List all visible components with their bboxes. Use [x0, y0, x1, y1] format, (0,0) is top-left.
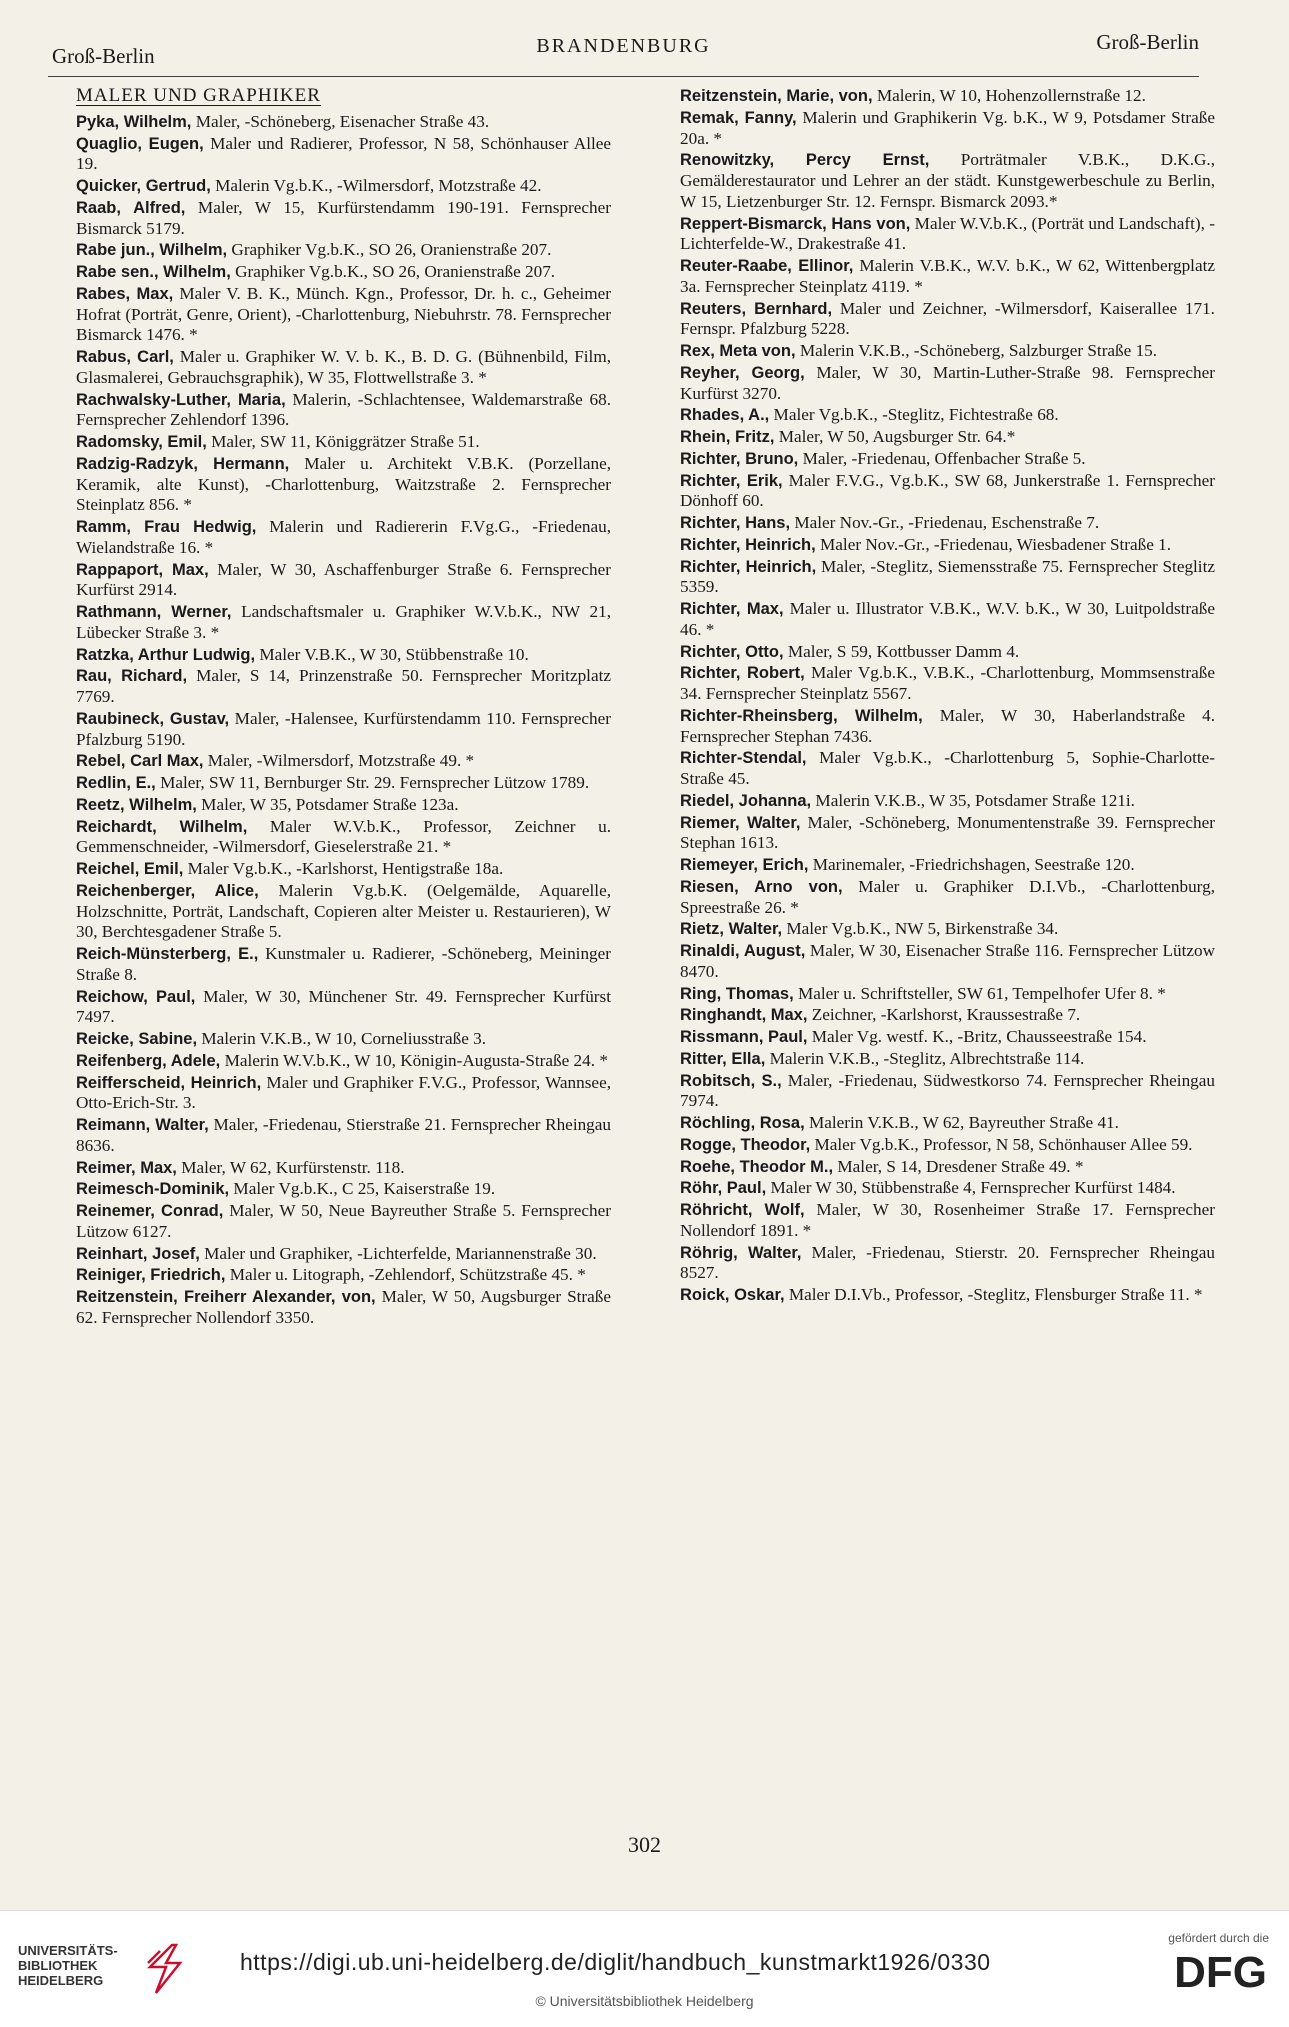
entry-name: Richter, Heinrich,	[680, 557, 817, 576]
directory-entry	[76, 454, 611, 516]
entry-details: Maler Vg.b.K., Professor, N 58, Schönhauser Allee 59.	[810, 1134, 1193, 1154]
directory-entry	[76, 817, 611, 859]
directory-entry	[680, 86, 1215, 107]
entry-details: Malerin und Graphikerin Vg. b.K., W 9, Potsdamer Straße 20a. *	[680, 107, 1215, 148]
entry-name: Radzig-Radzyk, Hermann,	[76, 454, 290, 473]
entry-details: Zeichner, -Karlshorst, Kraussestraße 7.	[807, 1005, 1081, 1025]
directory-entry	[680, 449, 1215, 470]
entry-name: Rabe sen., Wilhelm,	[76, 263, 231, 281]
entry-details: Malerin V.K.B., -Schöneberg, Salzburger Straße 15.	[795, 341, 1158, 360]
directory-entry	[680, 405, 1215, 426]
entry-details: Malerin Vg.b.K. (Oelgemälde, Aquarelle, Holzschnitte, Porträt, Landschaft, Copieren alter Meister u. Restaurieren), W 30, Berchtesgadener Straße 5.	[76, 880, 611, 942]
directory-entry	[76, 1244, 611, 1265]
entry-name: Rau, Richard,	[76, 667, 188, 686]
entry-details: Kunstmaler u. Radierer, -Schöneberg, Meininger Straße 8.	[76, 944, 611, 984]
entry-name: Röhricht, Wolf,	[680, 1201, 805, 1219]
entry-details: Maler, -Steglitz, Siemensstraße 75. Fernsprecher Steglitz 5359.	[680, 556, 1215, 597]
entry-details: Maler Vg. westf. K., -Britz, Chausseestraße 154.	[807, 1027, 1147, 1046]
entry-name: Richter, Bruno,	[680, 449, 799, 468]
directory-entry	[76, 1029, 611, 1050]
directory-entry	[76, 176, 611, 197]
entry-name: Rietz, Walter,	[680, 920, 783, 939]
entry-details: Maler u. Graphiker D.I.Vb., -Charlottenburg, Spreestraße 26. *	[680, 876, 1215, 917]
entry-details: Malerin, W 10, Hohenzollernstraße 12.	[872, 86, 1146, 105]
entry-name: Reitzenstein, Freiherr Alexander, von,	[76, 1288, 376, 1306]
entry-details: Maler, -Friedenau, Südwestkorso 74. Fernsprecher Rheingau 7974.	[680, 1070, 1215, 1111]
entry-name: Reimann, Walter,	[76, 1116, 209, 1134]
directory-entry	[680, 427, 1215, 448]
entry-details: Maler, W 50, Neue Bayreuther Straße 5. Fernsprecher Lützow 6127.	[76, 1201, 611, 1241]
entry-name: Richter, Robert,	[680, 664, 805, 683]
directory-entry	[680, 941, 1215, 983]
entry-details: Maler, W 35, Potsdamer Straße 123a.	[196, 794, 459, 814]
entry-details: Maler V.B.K., W 30, Stübbenstraße 10.	[255, 644, 529, 664]
library-name: UNIVERSITÄTS- BIBLIOTHEK HEIDELBERG	[18, 1943, 118, 1988]
entry-name: Raubineck, Gustav,	[76, 709, 230, 728]
directory-entry	[680, 599, 1215, 641]
directory-entry	[76, 1287, 611, 1329]
entry-details: Maler, W 30, Eisenacher Straße 116. Fernsprecher Lützow 8470.	[680, 941, 1215, 981]
directory-entry	[76, 1158, 611, 1179]
entry-details: Maler und Graphiker F.V.G., Professor, Wannsee, Otto-Erich-Str. 3.	[76, 1072, 611, 1113]
entry-details: Maler und Radierer, Professor, N 58, Schönhauser Allee 19.	[76, 133, 612, 174]
directory-entry	[680, 813, 1215, 855]
directory-entry	[76, 709, 611, 751]
entry-name: Richter-Stendal,	[680, 749, 807, 768]
entry-details: Maler F.V.G., Vg.b.K., SW 68, Junkerstraße 1. Fernsprecher Dönhoff 60.	[680, 470, 1215, 511]
entry-details: Malerin, -Schlachtensee, Waldemarstraße 68. Fernsprecher Zehlendorf 1396.	[76, 389, 612, 430]
directory-entry	[680, 1243, 1215, 1285]
entry-name: Rogge, Theodor,	[680, 1135, 811, 1154]
entry-name: Reitzenstein, Marie, von,	[680, 87, 873, 105]
directory-entry	[76, 1265, 611, 1286]
entry-details: Maler Vg.b.K., -Charlottenburg 5, Sophie-Charlotte-Straße 45.	[680, 748, 1215, 788]
entry-name: Richter, Max,	[680, 600, 784, 618]
entry-name: Reichenberger, Alice,	[76, 881, 259, 900]
page-number: 302	[628, 1832, 661, 1857]
entry-details: Maler, W 50, Augsburger Straße 62. Fernsprecher Nollendorf 3350.	[76, 1287, 611, 1327]
entry-details: Maler W 30, Stübbenstraße 4, Fernsprecher Kurfürst 1484.	[766, 1178, 1176, 1198]
dfg-logo-icon	[1153, 1947, 1269, 1993]
entry-details: Maler, -Friedenau, Offenbacher Straße 5.	[798, 448, 1086, 468]
entry-details: Maler, -Schöneberg, Eisenacher Straße 43.	[191, 111, 490, 131]
directory-entry	[76, 347, 611, 389]
entry-name: Rachwalsky-Luther, Maria,	[76, 390, 286, 409]
entry-details: Graphiker Vg.b.K., SO 26, Oranienstraße 207.	[230, 262, 556, 281]
entry-name: Rebel, Carl Max,	[76, 752, 204, 771]
dfg-funding-logo[interactable]	[1149, 1931, 1269, 2011]
directory-entry	[680, 1178, 1215, 1199]
entry-details: Maler, -Friedenau, Stierstraße 21. Fernsprecher Rheingau 8636.	[76, 1115, 611, 1155]
directory-entry	[76, 1179, 611, 1200]
directory-entry	[680, 791, 1215, 812]
header-left: Groß-Berlin	[52, 44, 155, 68]
entry-name: Reifferscheid, Heinrich,	[76, 1073, 262, 1092]
entry-details: Marinemaler, -Friedrichshagen, Seestraße 120.	[808, 855, 1135, 874]
directory-entry	[680, 363, 1215, 405]
entry-name: Rabes, Max,	[76, 284, 174, 303]
entry-details: Maler, -Halensee, Kurfürstendamm 110. Fernsprecher Pfalzburg 5190.	[76, 708, 611, 749]
entry-name: Ring, Thomas,	[680, 984, 794, 1003]
directory-entry	[680, 663, 1215, 705]
entry-details: Maler, W 30, Aschaffenburger Straße 6. Fernsprecher Kurfürst 2914.	[76, 559, 611, 600]
directory-entry	[680, 299, 1215, 341]
entry-name: Quicker, Gertrud,	[76, 177, 211, 195]
directory-entry	[680, 1285, 1215, 1306]
entry-details: Maler und Zeichner, -Wilmersdorf, Kaiserallee 171. Fernspr. Pfalzburg 5228.	[680, 298, 1215, 339]
entry-details: Maler, SW 11, Königgrätzer Straße 51.	[206, 432, 480, 451]
entry-name: Ramm, Frau Hedwig,	[76, 518, 257, 536]
running-head	[48, 30, 1199, 77]
entry-details: Malerin V.K.B., W 62, Bayreuther Straße 41.	[804, 1113, 1119, 1132]
entry-details: Maler Nov.-Gr., -Friedenau, Wiesbadener Straße 1.	[815, 534, 1172, 554]
directory-entry	[680, 1027, 1215, 1048]
directory-entry	[680, 513, 1215, 534]
entry-details: Maler u. Litograph, -Zehlendorf, Schützstraße 45. *	[225, 1265, 586, 1285]
directory-entry	[76, 666, 611, 708]
entry-name: Rappaport, Max,	[76, 560, 209, 579]
directory-entry	[76, 602, 611, 644]
entry-details: Maler, S 14, Dresdener Straße 49. *	[833, 1156, 1084, 1176]
entry-details: Maler W.V.b.K., Professor, Zeichner u. Gemmenschneider, -Wilmersdorf, Gieselerstraße 21. *	[76, 816, 611, 857]
entry-name: Reichow, Paul,	[76, 987, 196, 1006]
library-emblem-icon	[142, 1943, 186, 1995]
entry-name: Pyka, Wilhelm,	[76, 112, 192, 131]
directory-entry	[680, 877, 1215, 919]
directory-entry	[76, 134, 611, 176]
entry-details: Graphiker Vg.b.K., SO 26, Oranienstraße 207.	[227, 240, 552, 260]
entry-name: Redlin, E.,	[76, 774, 156, 792]
directory-entry	[680, 1071, 1215, 1113]
entry-name: Richter-Rheinsberg, Wilhelm,	[680, 706, 923, 725]
entry-name: Roick, Oskar,	[680, 1286, 785, 1304]
entry-name: Reimer, Max,	[76, 1158, 177, 1177]
entry-name: Robitsch, S.,	[680, 1071, 782, 1090]
directory-entry	[680, 642, 1215, 663]
entry-name: Reich-Münsterberg, E.,	[76, 945, 259, 963]
entry-details: Maler u. Architekt V.B.K. (Porzellane, Keramik, alte Kunst), -Charlottenburg, Waitzstraße 2. Fernsprecher Steinplatz 856. *	[76, 453, 612, 515]
entry-name: Richter, Otto,	[680, 642, 784, 661]
entry-name: Reuter-Raabe, Ellinor,	[680, 257, 854, 275]
entry-details: Malerin V.K.B., W 10, Corneliusstraße 3.	[197, 1029, 487, 1048]
directory-entry	[680, 1157, 1215, 1178]
right-column	[680, 86, 1215, 1307]
entry-name: Reichardt, Wilhelm,	[76, 817, 248, 836]
entry-details: Malerin Vg.b.K., -Wilmersdorf, Motzstraße 42.	[210, 176, 542, 195]
entry-details: Porträtmaler V.B.K., D.K.G., Gemälderestaurator und Lehrer an der städt. Kunstgewerbeschule zu Berlin, W 15, Lietzenburger Str. 12. Fernspr. Bismarck 2093.*	[680, 150, 1215, 211]
entry-details: Malerin und Radiererin F.Vg.G., -Friedenau, Wielandstraße 16. *	[76, 517, 611, 557]
entry-details: Maler Vg.b.K., NW 5, Birkenstraße 34.	[782, 919, 1059, 939]
entry-name: Ratzka, Arthur Ludwig,	[76, 645, 256, 664]
entry-name: Riemer, Walter,	[680, 813, 801, 832]
page-url-link[interactable]: https://digi.ub.uni-heidelberg.de/diglit/handbuch_kunstmarkt1926/0330	[240, 1949, 991, 1975]
directory-entry	[680, 748, 1215, 790]
entry-details: Malerin V.B.K., W.V. b.K., W 62, Wittenbergplatz 3a. Fernsprecher Steinplatz 4119. *	[680, 256, 1215, 296]
entry-details: Maler u. Graphiker W. V. b. K., B. D. G. (Bühnenbild, Film, Glasmalerei, Gebrauchsgraphik), W 35, Flottwellstraße 3. *	[76, 347, 611, 387]
university-library-logo[interactable]	[18, 1943, 188, 1997]
entry-name: Reinemer, Conrad,	[76, 1202, 224, 1220]
dfg-logo-text: DFG	[1174, 1948, 1267, 1993]
entry-details: Maler, SW 11, Bernburger Str. 29. Fernsprecher Lützow 1789.	[155, 773, 590, 792]
entry-name: Rinaldi, August,	[680, 942, 806, 960]
entry-name: Röchling, Rosa,	[680, 1114, 805, 1132]
entry-name: Rhein, Fritz,	[680, 428, 775, 446]
directory-entry	[76, 859, 611, 880]
funded-by-label: gefördert durch die	[1168, 1931, 1269, 1945]
entry-name: Riesen, Arno von,	[680, 877, 843, 896]
entry-name: Rissmann, Paul,	[680, 1028, 808, 1046]
entry-name: Rabe jun., Wilhelm,	[76, 241, 228, 260]
directory-entry	[76, 1201, 611, 1243]
directory-entry	[76, 517, 611, 559]
directory-entry	[680, 1113, 1215, 1134]
directory-entry	[680, 108, 1215, 150]
directory-entry	[76, 1115, 611, 1157]
entry-details: Maler Vg.b.K., -Karlshorst, Hentigstraße 18a.	[183, 859, 504, 878]
entry-name: Roehe, Theodor M.,	[680, 1157, 834, 1176]
entry-details: Maler Vg.b.K., V.B.K., -Charlottenburg, Mommsenstraße 34. Fernsprecher Steinplatz 5567.	[680, 663, 1215, 703]
entry-details: Maler W.V.b.K., (Porträt und Landschaft), -Lichterfelde-W., Drakestraße 41.	[680, 213, 1215, 254]
directory-entry	[76, 284, 611, 346]
directory-entry	[680, 150, 1215, 212]
entry-name: Reinhart, Josef,	[76, 1244, 200, 1263]
entry-name: Rhades, A.,	[680, 406, 770, 425]
entry-details: Maler D.I.Vb., Professor, -Steglitz, Flensburger Straße 11. *	[784, 1285, 1203, 1304]
directory-entry	[680, 557, 1215, 599]
entry-details: Malerin W.V.b.K., W 10, Königin-Augusta-Straße 24. *	[220, 1050, 608, 1070]
directory-entry	[76, 198, 611, 240]
entry-name: Reppert-Bismarck, Hans von,	[680, 214, 911, 233]
entry-name: Röhr, Paul,	[680, 1179, 767, 1198]
entry-details: Maler, W 30, Haberlandstraße 4. Fernsprecher Stephan 7436.	[680, 705, 1215, 746]
directory-entry	[76, 112, 611, 133]
entry-details: Maler, W 30, Münchener Str. 49. Fernsprecher Kurfürst 7497.	[76, 986, 611, 1027]
entry-details: Landschaftsmaler u. Graphiker W.V.b.K., NW 21, Lübecker Straße 3. *	[76, 602, 611, 642]
directory-entry	[680, 984, 1215, 1005]
entry-details: Maler, S 59, Kottbusser Damm 4.	[783, 641, 1020, 661]
viewer-footer	[0, 1910, 1289, 2027]
directory-entry	[76, 390, 611, 432]
directory-entry	[680, 471, 1215, 513]
directory-entry	[76, 240, 611, 261]
directory-entry	[680, 256, 1215, 298]
directory-entry	[680, 706, 1215, 748]
entry-name: Reyher, Georg,	[680, 363, 805, 382]
entry-details: Maler u. Schriftsteller, SW 61, Tempelhofer Ufer 8. *	[793, 983, 1166, 1003]
directory-entry	[680, 535, 1215, 556]
entry-details: Maler und Graphiker, -Lichterfelde, Mariannenstraße 30.	[199, 1243, 597, 1263]
entry-details: Maler, S 14, Prinzenstraße 50. Fernsprecher Moritzplatz 7769.	[76, 666, 611, 706]
directory-entry	[76, 432, 611, 453]
directory-entry	[680, 1200, 1215, 1242]
directory-entry	[76, 1073, 611, 1115]
entry-name: Reuters, Bernhard,	[680, 299, 833, 318]
entry-name: Reifenberg, Adele,	[76, 1051, 221, 1070]
entry-details: Maler Nov.-Gr., -Friedenau, Eschenstraße 7.	[790, 513, 1100, 532]
entry-name: Rex, Meta von,	[680, 342, 796, 360]
header-right: Groß-Berlin	[1096, 30, 1199, 54]
entry-name: Riedel, Johanna,	[680, 791, 812, 810]
entry-name: Radomsky, Emil,	[76, 433, 207, 451]
entry-name: Ritter, Ella,	[680, 1049, 766, 1068]
directory-entry	[680, 341, 1215, 362]
entry-details: Maler Vg.b.K., C 25, Kaiserstraße 19.	[229, 1179, 496, 1199]
entry-name: Quaglio, Eugen,	[76, 134, 204, 153]
directory-entry	[680, 214, 1215, 256]
entry-details: Maler, W 30, Martin-Luther-Straße 98. Fernsprecher Kurfürst 3270.	[680, 362, 1215, 403]
header-center: BRANDENBURG	[536, 35, 711, 57]
entry-details: Maler Vg.b.K., -Steglitz, Fichtestraße 68.	[769, 405, 1059, 425]
entry-name: Richter, Hans,	[680, 514, 791, 532]
directory-entry	[76, 795, 611, 816]
entry-details: Malerin V.K.B., -Steglitz, Albrechtstraße 114.	[765, 1048, 1085, 1068]
entry-details: Maler, -Schöneberg, Monumentenstraße 39. Fernsprecher Stephan 1613.	[680, 812, 1215, 853]
entry-details: Maler, W 50, Augsburger Str. 64.*	[774, 427, 1016, 446]
directory-entry	[76, 881, 611, 943]
directory-entry	[76, 262, 611, 283]
directory-entry	[76, 1051, 611, 1072]
entry-name: Raab, Alfred,	[76, 198, 186, 217]
directory-entry	[76, 751, 611, 772]
directory-entry	[680, 1135, 1215, 1156]
entry-name: Richter, Erik,	[680, 471, 783, 490]
entry-details: Maler, -Friedenau, Stierstr. 20. Fernsprecher Rheingau 8527.	[680, 1242, 1215, 1283]
directory-entry	[680, 1005, 1215, 1026]
entry-details: Maler u. Illustrator V.B.K., W.V. b.K., W 30, Luitpoldstraße 46. *	[680, 599, 1215, 639]
entry-name: Remak, Fanny,	[680, 108, 797, 127]
entry-details: Maler, W 30, Rosenheimer Straße 17. Fernsprecher Nollendorf 1891. *	[680, 1200, 1215, 1240]
entry-name: Ringhandt, Max,	[680, 1006, 808, 1025]
entry-name: Richter, Heinrich,	[680, 535, 816, 554]
directory-entry	[76, 987, 611, 1029]
entry-name: Reetz, Wilhelm,	[76, 795, 197, 814]
entry-details: Malerin V.K.B., W 35, Potsdamer Straße 121i.	[811, 790, 1135, 810]
entry-name: Reichel, Emil,	[76, 860, 184, 878]
entry-name: Röhrig, Walter,	[680, 1243, 802, 1262]
entry-name: Reimesch-Dominik,	[76, 1180, 230, 1199]
entry-name: Rabus, Carl,	[76, 348, 174, 366]
entry-name: Reicke, Sabine,	[76, 1030, 198, 1048]
directory-entry	[680, 855, 1215, 876]
left-column	[76, 86, 611, 1330]
entry-details: Maler, W 15, Kurfürstendamm 190-191. Fernsprecher Bismarck 5179.	[76, 197, 611, 238]
entry-name: Renowitzky, Percy Ernst,	[680, 151, 930, 170]
directory-entry	[680, 919, 1215, 940]
directory-entry	[76, 773, 611, 794]
directory-entry	[76, 944, 611, 986]
entry-details: Maler, W 62, Kurfürstenstr. 118.	[176, 1157, 405, 1177]
entry-details: Maler V. B. K., Münch. Kgn., Professor, Dr. h. c., Geheimer Hofrat (Porträt, Genre, Orient), -Charlottenburg, Niebuhrstr. 78. Fernsprecher Bismarck 1476. *	[76, 283, 611, 345]
entry-name: Rathmann, Werner,	[76, 603, 232, 621]
directory-entry	[76, 645, 611, 666]
entry-details: Maler, -Wilmersdorf, Motzstraße 49. *	[203, 751, 475, 771]
section-heading: MALER UND GRAPHIKER	[76, 85, 321, 106]
directory-entry	[76, 560, 611, 602]
entry-name: Riemeyer, Erich,	[680, 856, 809, 874]
directory-entry	[680, 1049, 1215, 1070]
copyright-notice: © Universitätsbibliothek Heidelberg	[535, 1993, 754, 2009]
entry-name: Reiniger, Friedrich,	[76, 1266, 226, 1285]
